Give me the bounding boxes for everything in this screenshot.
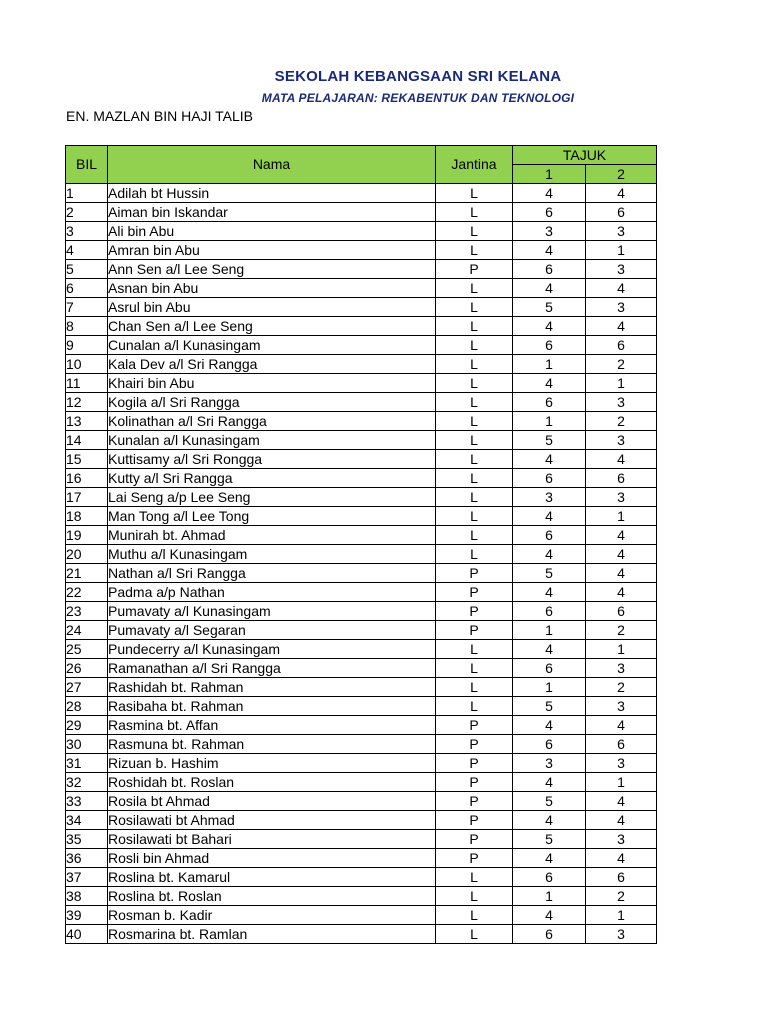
- cell-jantina: L: [436, 374, 513, 393]
- cell-tajuk-1: 4: [513, 773, 586, 792]
- cell-jantina: P: [436, 621, 513, 640]
- table-row: [66, 640, 657, 659]
- cell-tajuk-1: 6: [513, 336, 586, 355]
- cell-tajuk-1: 6: [513, 659, 586, 678]
- cell-jantina: L: [436, 222, 513, 241]
- table-row: [66, 241, 657, 260]
- cell-tajuk-2: 4: [586, 526, 657, 545]
- cell-tajuk-2: 1: [586, 241, 657, 260]
- cell-tajuk-1: 3: [513, 754, 586, 773]
- cell-jantina: L: [436, 659, 513, 678]
- cell-jantina: L: [436, 526, 513, 545]
- cell-jantina: L: [436, 336, 513, 355]
- table-row: [66, 564, 657, 583]
- table-row: [66, 393, 657, 412]
- cell-tajuk-1: 6: [513, 925, 586, 944]
- cell-nama: Muthu a/l Kunasingam: [108, 545, 436, 564]
- cell-tajuk-2: 4: [586, 716, 657, 735]
- cell-tajuk-2: 1: [586, 507, 657, 526]
- cell-tajuk-2: 3: [586, 830, 657, 849]
- column-header-jantina: Jantina: [436, 146, 513, 184]
- cell-tajuk-1: 6: [513, 203, 586, 222]
- cell-tajuk-1: 6: [513, 526, 586, 545]
- header-row-main: [66, 146, 657, 165]
- column-header-tajuk: TAJUK: [513, 146, 657, 165]
- cell-tajuk-2: 4: [586, 184, 657, 203]
- cell-bil: 18: [66, 507, 108, 526]
- cell-tajuk-2: 3: [586, 925, 657, 944]
- cell-tajuk-1: 4: [513, 317, 586, 336]
- cell-jantina: P: [436, 564, 513, 583]
- cell-bil: 12: [66, 393, 108, 412]
- cell-nama: Pumavaty a/l Segaran: [108, 621, 436, 640]
- table-row: [66, 792, 657, 811]
- cell-tajuk-1: 4: [513, 241, 586, 260]
- table-row: [66, 754, 657, 773]
- table-row: [66, 830, 657, 849]
- cell-bil: 15: [66, 450, 108, 469]
- cell-bil: 19: [66, 526, 108, 545]
- cell-nama: Rosmarina bt. Ramlan: [108, 925, 436, 944]
- table-row: [66, 602, 657, 621]
- cell-tajuk-1: 3: [513, 488, 586, 507]
- cell-tajuk-2: 4: [586, 545, 657, 564]
- cell-tajuk-2: 6: [586, 735, 657, 754]
- cell-bil: 31: [66, 754, 108, 773]
- cell-bil: 29: [66, 716, 108, 735]
- cell-nama: Kolinathan a/l Sri Rangga: [108, 412, 436, 431]
- cell-jantina: L: [436, 469, 513, 488]
- cell-nama: Chan Sen a/l Lee Seng: [108, 317, 436, 336]
- cell-bil: 22: [66, 583, 108, 602]
- cell-nama: Rashidah bt. Rahman: [108, 678, 436, 697]
- cell-tajuk-2: 1: [586, 640, 657, 659]
- table-row: [66, 526, 657, 545]
- cell-bil: 20: [66, 545, 108, 564]
- cell-tajuk-2: 2: [586, 678, 657, 697]
- cell-tajuk-2: 3: [586, 754, 657, 773]
- table-row: [66, 355, 657, 374]
- cell-jantina: L: [436, 317, 513, 336]
- cell-jantina: L: [436, 279, 513, 298]
- cell-nama: Ali bin Abu: [108, 222, 436, 241]
- table-row: [66, 317, 657, 336]
- school-title: SEKOLAH KEBANGSAAN SRI KELANA: [274, 68, 562, 85]
- cell-nama: Rizuan b. Hashim: [108, 754, 436, 773]
- cell-nama: Roslina bt. Roslan: [108, 887, 436, 906]
- cell-jantina: P: [436, 811, 513, 830]
- cell-tajuk-1: 4: [513, 849, 586, 868]
- table-row: [66, 773, 657, 792]
- cell-nama: Pundecerry a/l Kunasingam: [108, 640, 436, 659]
- cell-nama: Rasmuna bt. Rahman: [108, 735, 436, 754]
- student-roster-table: [65, 145, 657, 944]
- cell-bil: 16: [66, 469, 108, 488]
- cell-jantina: L: [436, 925, 513, 944]
- cell-jantina: L: [436, 184, 513, 203]
- cell-tajuk-1: 3: [513, 222, 586, 241]
- table-row: [66, 469, 657, 488]
- column-header-tajuk-1: 1: [513, 165, 586, 184]
- cell-tajuk-1: 5: [513, 298, 586, 317]
- cell-bil: 17: [66, 488, 108, 507]
- cell-tajuk-1: 4: [513, 583, 586, 602]
- cell-tajuk-1: 4: [513, 507, 586, 526]
- cell-tajuk-1: 4: [513, 545, 586, 564]
- cell-jantina: L: [436, 887, 513, 906]
- cell-tajuk-1: 6: [513, 868, 586, 887]
- cell-jantina: L: [436, 507, 513, 526]
- cell-tajuk-1: 4: [513, 279, 586, 298]
- cell-tajuk-1: 5: [513, 830, 586, 849]
- cell-tajuk-2: 6: [586, 203, 657, 222]
- cell-bil: 30: [66, 735, 108, 754]
- cell-tajuk-1: 4: [513, 184, 586, 203]
- cell-bil: 11: [66, 374, 108, 393]
- table-row: [66, 336, 657, 355]
- cell-bil: 36: [66, 849, 108, 868]
- table-row: [66, 222, 657, 241]
- cell-tajuk-2: 3: [586, 222, 657, 241]
- cell-tajuk-2: 3: [586, 488, 657, 507]
- cell-tajuk-2: 2: [586, 412, 657, 431]
- cell-tajuk-1: 1: [513, 887, 586, 906]
- table-row: [66, 849, 657, 868]
- cell-tajuk-2: 4: [586, 583, 657, 602]
- cell-tajuk-2: 4: [586, 317, 657, 336]
- cell-jantina: L: [436, 412, 513, 431]
- cell-jantina: P: [436, 792, 513, 811]
- cell-bil: 32: [66, 773, 108, 792]
- cell-tajuk-2: 2: [586, 887, 657, 906]
- cell-jantina: P: [436, 830, 513, 849]
- cell-jantina: L: [436, 241, 513, 260]
- cell-bil: 27: [66, 678, 108, 697]
- cell-tajuk-1: 6: [513, 393, 586, 412]
- cell-jantina: L: [436, 678, 513, 697]
- column-header-nama: Nama: [108, 146, 436, 184]
- cell-tajuk-2: 3: [586, 260, 657, 279]
- table-row: [66, 184, 657, 203]
- cell-tajuk-1: 4: [513, 374, 586, 393]
- cell-nama: Roslina bt. Kamarul: [108, 868, 436, 887]
- cell-bil: 23: [66, 602, 108, 621]
- cell-bil: 24: [66, 621, 108, 640]
- cell-jantina: P: [436, 773, 513, 792]
- cell-nama: Rosila bt Ahmad: [108, 792, 436, 811]
- cell-nama: Rosli bin Ahmad: [108, 849, 436, 868]
- table-header: [66, 146, 657, 184]
- cell-tajuk-1: 6: [513, 735, 586, 754]
- table-row: [66, 279, 657, 298]
- cell-nama: Kunalan a/l Kunasingam: [108, 431, 436, 450]
- cell-tajuk-1: 1: [513, 678, 586, 697]
- table-row: [66, 678, 657, 697]
- cell-nama: Cunalan a/l Kunasingam: [108, 336, 436, 355]
- cell-jantina: L: [436, 697, 513, 716]
- cell-jantina: L: [436, 450, 513, 469]
- cell-nama: Kutty a/l Sri Rangga: [108, 469, 436, 488]
- cell-tajuk-2: 4: [586, 450, 657, 469]
- table-row: [66, 925, 657, 944]
- cell-bil: 33: [66, 792, 108, 811]
- cell-jantina: L: [436, 355, 513, 374]
- cell-tajuk-2: 3: [586, 393, 657, 412]
- cell-bil: 8: [66, 317, 108, 336]
- cell-jantina: P: [436, 260, 513, 279]
- cell-nama: Rosilawati bt Ahmad: [108, 811, 436, 830]
- cell-nama: Khairi bin Abu: [108, 374, 436, 393]
- table-row: [66, 507, 657, 526]
- cell-tajuk-1: 5: [513, 697, 586, 716]
- cell-tajuk-2: 6: [586, 602, 657, 621]
- cell-bil: 25: [66, 640, 108, 659]
- cell-tajuk-2: 4: [586, 564, 657, 583]
- cell-tajuk-2: 1: [586, 374, 657, 393]
- table-row: [66, 488, 657, 507]
- cell-nama: Lai Seng a/p Lee Seng: [108, 488, 436, 507]
- table-row: [66, 431, 657, 450]
- cell-tajuk-1: 6: [513, 260, 586, 279]
- teacher-name: EN. MAZLAN BIN HAJI TALIB: [66, 108, 253, 124]
- column-header-tajuk-2: 2: [586, 165, 657, 184]
- cell-bil: 2: [66, 203, 108, 222]
- table-row: [66, 906, 657, 925]
- cell-nama: Kuttisamy a/l Sri Rongga: [108, 450, 436, 469]
- cell-nama: Pumavaty a/l Kunasingam: [108, 602, 436, 621]
- cell-tajuk-1: 4: [513, 811, 586, 830]
- cell-tajuk-1: 4: [513, 906, 586, 925]
- cell-jantina: P: [436, 849, 513, 868]
- cell-tajuk-1: 1: [513, 355, 586, 374]
- cell-bil: 5: [66, 260, 108, 279]
- cell-tajuk-2: 3: [586, 298, 657, 317]
- cell-nama: Asrul bin Abu: [108, 298, 436, 317]
- cell-tajuk-1: 4: [513, 450, 586, 469]
- cell-nama: Nathan a/l Sri Rangga: [108, 564, 436, 583]
- table-row: [66, 583, 657, 602]
- cell-nama: Rosman b. Kadir: [108, 906, 436, 925]
- column-header-bil: BIL: [66, 146, 108, 184]
- table-row: [66, 298, 657, 317]
- cell-jantina: L: [436, 545, 513, 564]
- cell-jantina: L: [436, 431, 513, 450]
- cell-jantina: P: [436, 602, 513, 621]
- cell-tajuk-2: 4: [586, 792, 657, 811]
- cell-bil: 9: [66, 336, 108, 355]
- cell-tajuk-1: 5: [513, 792, 586, 811]
- cell-nama: Amran bin Abu: [108, 241, 436, 260]
- cell-nama: Roshidah bt. Roslan: [108, 773, 436, 792]
- cell-tajuk-2: 3: [586, 659, 657, 678]
- cell-jantina: L: [436, 298, 513, 317]
- cell-tajuk-2: 1: [586, 906, 657, 925]
- cell-tajuk-2: 3: [586, 697, 657, 716]
- cell-jantina: L: [436, 203, 513, 222]
- table-row: [66, 811, 657, 830]
- cell-bil: 34: [66, 811, 108, 830]
- cell-nama: Man Tong a/l Lee Tong: [108, 507, 436, 526]
- cell-bil: 10: [66, 355, 108, 374]
- table-row: [66, 659, 657, 678]
- cell-tajuk-1: 4: [513, 716, 586, 735]
- cell-nama: Rasibaha bt. Rahman: [108, 697, 436, 716]
- cell-bil: 13: [66, 412, 108, 431]
- cell-tajuk-2: 6: [586, 469, 657, 488]
- cell-tajuk-1: 4: [513, 640, 586, 659]
- cell-jantina: L: [436, 868, 513, 887]
- table-row: [66, 450, 657, 469]
- cell-bil: 14: [66, 431, 108, 450]
- cell-bil: 1: [66, 184, 108, 203]
- cell-nama: Munirah bt. Ahmad: [108, 526, 436, 545]
- cell-jantina: L: [436, 488, 513, 507]
- cell-jantina: L: [436, 906, 513, 925]
- cell-jantina: L: [436, 640, 513, 659]
- cell-nama: Aiman bin Iskandar: [108, 203, 436, 222]
- table-row: [66, 374, 657, 393]
- table-row: [66, 412, 657, 431]
- table-row: [66, 716, 657, 735]
- cell-tajuk-1: 5: [513, 431, 586, 450]
- cell-bil: 6: [66, 279, 108, 298]
- table-row: [66, 868, 657, 887]
- subject-title: MATA PELAJARAN: REKABENTUK DAN TEKNOLOGI: [261, 91, 575, 105]
- cell-bil: 39: [66, 906, 108, 925]
- cell-tajuk-1: 1: [513, 621, 586, 640]
- cell-tajuk-2: 3: [586, 431, 657, 450]
- cell-nama: Kogila a/l Sri Rangga: [108, 393, 436, 412]
- cell-bil: 35: [66, 830, 108, 849]
- cell-bil: 21: [66, 564, 108, 583]
- cell-tajuk-1: 6: [513, 602, 586, 621]
- cell-jantina: P: [436, 754, 513, 773]
- cell-nama: Adilah bt Hussin: [108, 184, 436, 203]
- cell-bil: 7: [66, 298, 108, 317]
- cell-tajuk-2: 2: [586, 621, 657, 640]
- table-row: [66, 260, 657, 279]
- cell-jantina: L: [436, 393, 513, 412]
- cell-bil: 38: [66, 887, 108, 906]
- table-body: [66, 184, 657, 944]
- cell-bil: 26: [66, 659, 108, 678]
- cell-bil: 4: [66, 241, 108, 260]
- table-row: [66, 735, 657, 754]
- cell-tajuk-2: 6: [586, 868, 657, 887]
- table-row: [66, 697, 657, 716]
- table-row: [66, 887, 657, 906]
- cell-jantina: P: [436, 716, 513, 735]
- cell-nama: Rasmina bt. Affan: [108, 716, 436, 735]
- cell-nama: Rosilawati bt Bahari: [108, 830, 436, 849]
- cell-tajuk-1: 1: [513, 412, 586, 431]
- cell-tajuk-1: 5: [513, 564, 586, 583]
- cell-tajuk-2: 4: [586, 811, 657, 830]
- cell-jantina: P: [436, 735, 513, 754]
- cell-tajuk-2: 4: [586, 849, 657, 868]
- cell-nama: Kala Dev a/l Sri Rangga: [108, 355, 436, 374]
- cell-tajuk-2: 1: [586, 773, 657, 792]
- cell-bil: 28: [66, 697, 108, 716]
- cell-nama: Ramanathan a/l Sri Rangga: [108, 659, 436, 678]
- cell-jantina: P: [436, 583, 513, 602]
- table-row: [66, 203, 657, 222]
- cell-tajuk-2: 2: [586, 355, 657, 374]
- table-row: [66, 545, 657, 564]
- cell-tajuk-2: 4: [586, 279, 657, 298]
- cell-bil: 40: [66, 925, 108, 944]
- cell-bil: 37: [66, 868, 108, 887]
- cell-tajuk-2: 6: [586, 336, 657, 355]
- cell-nama: Ann Sen a/l Lee Seng: [108, 260, 436, 279]
- table-row: [66, 621, 657, 640]
- cell-nama: Asnan bin Abu: [108, 279, 436, 298]
- cell-bil: 3: [66, 222, 108, 241]
- cell-tajuk-1: 6: [513, 469, 586, 488]
- cell-nama: Padma a/p Nathan: [108, 583, 436, 602]
